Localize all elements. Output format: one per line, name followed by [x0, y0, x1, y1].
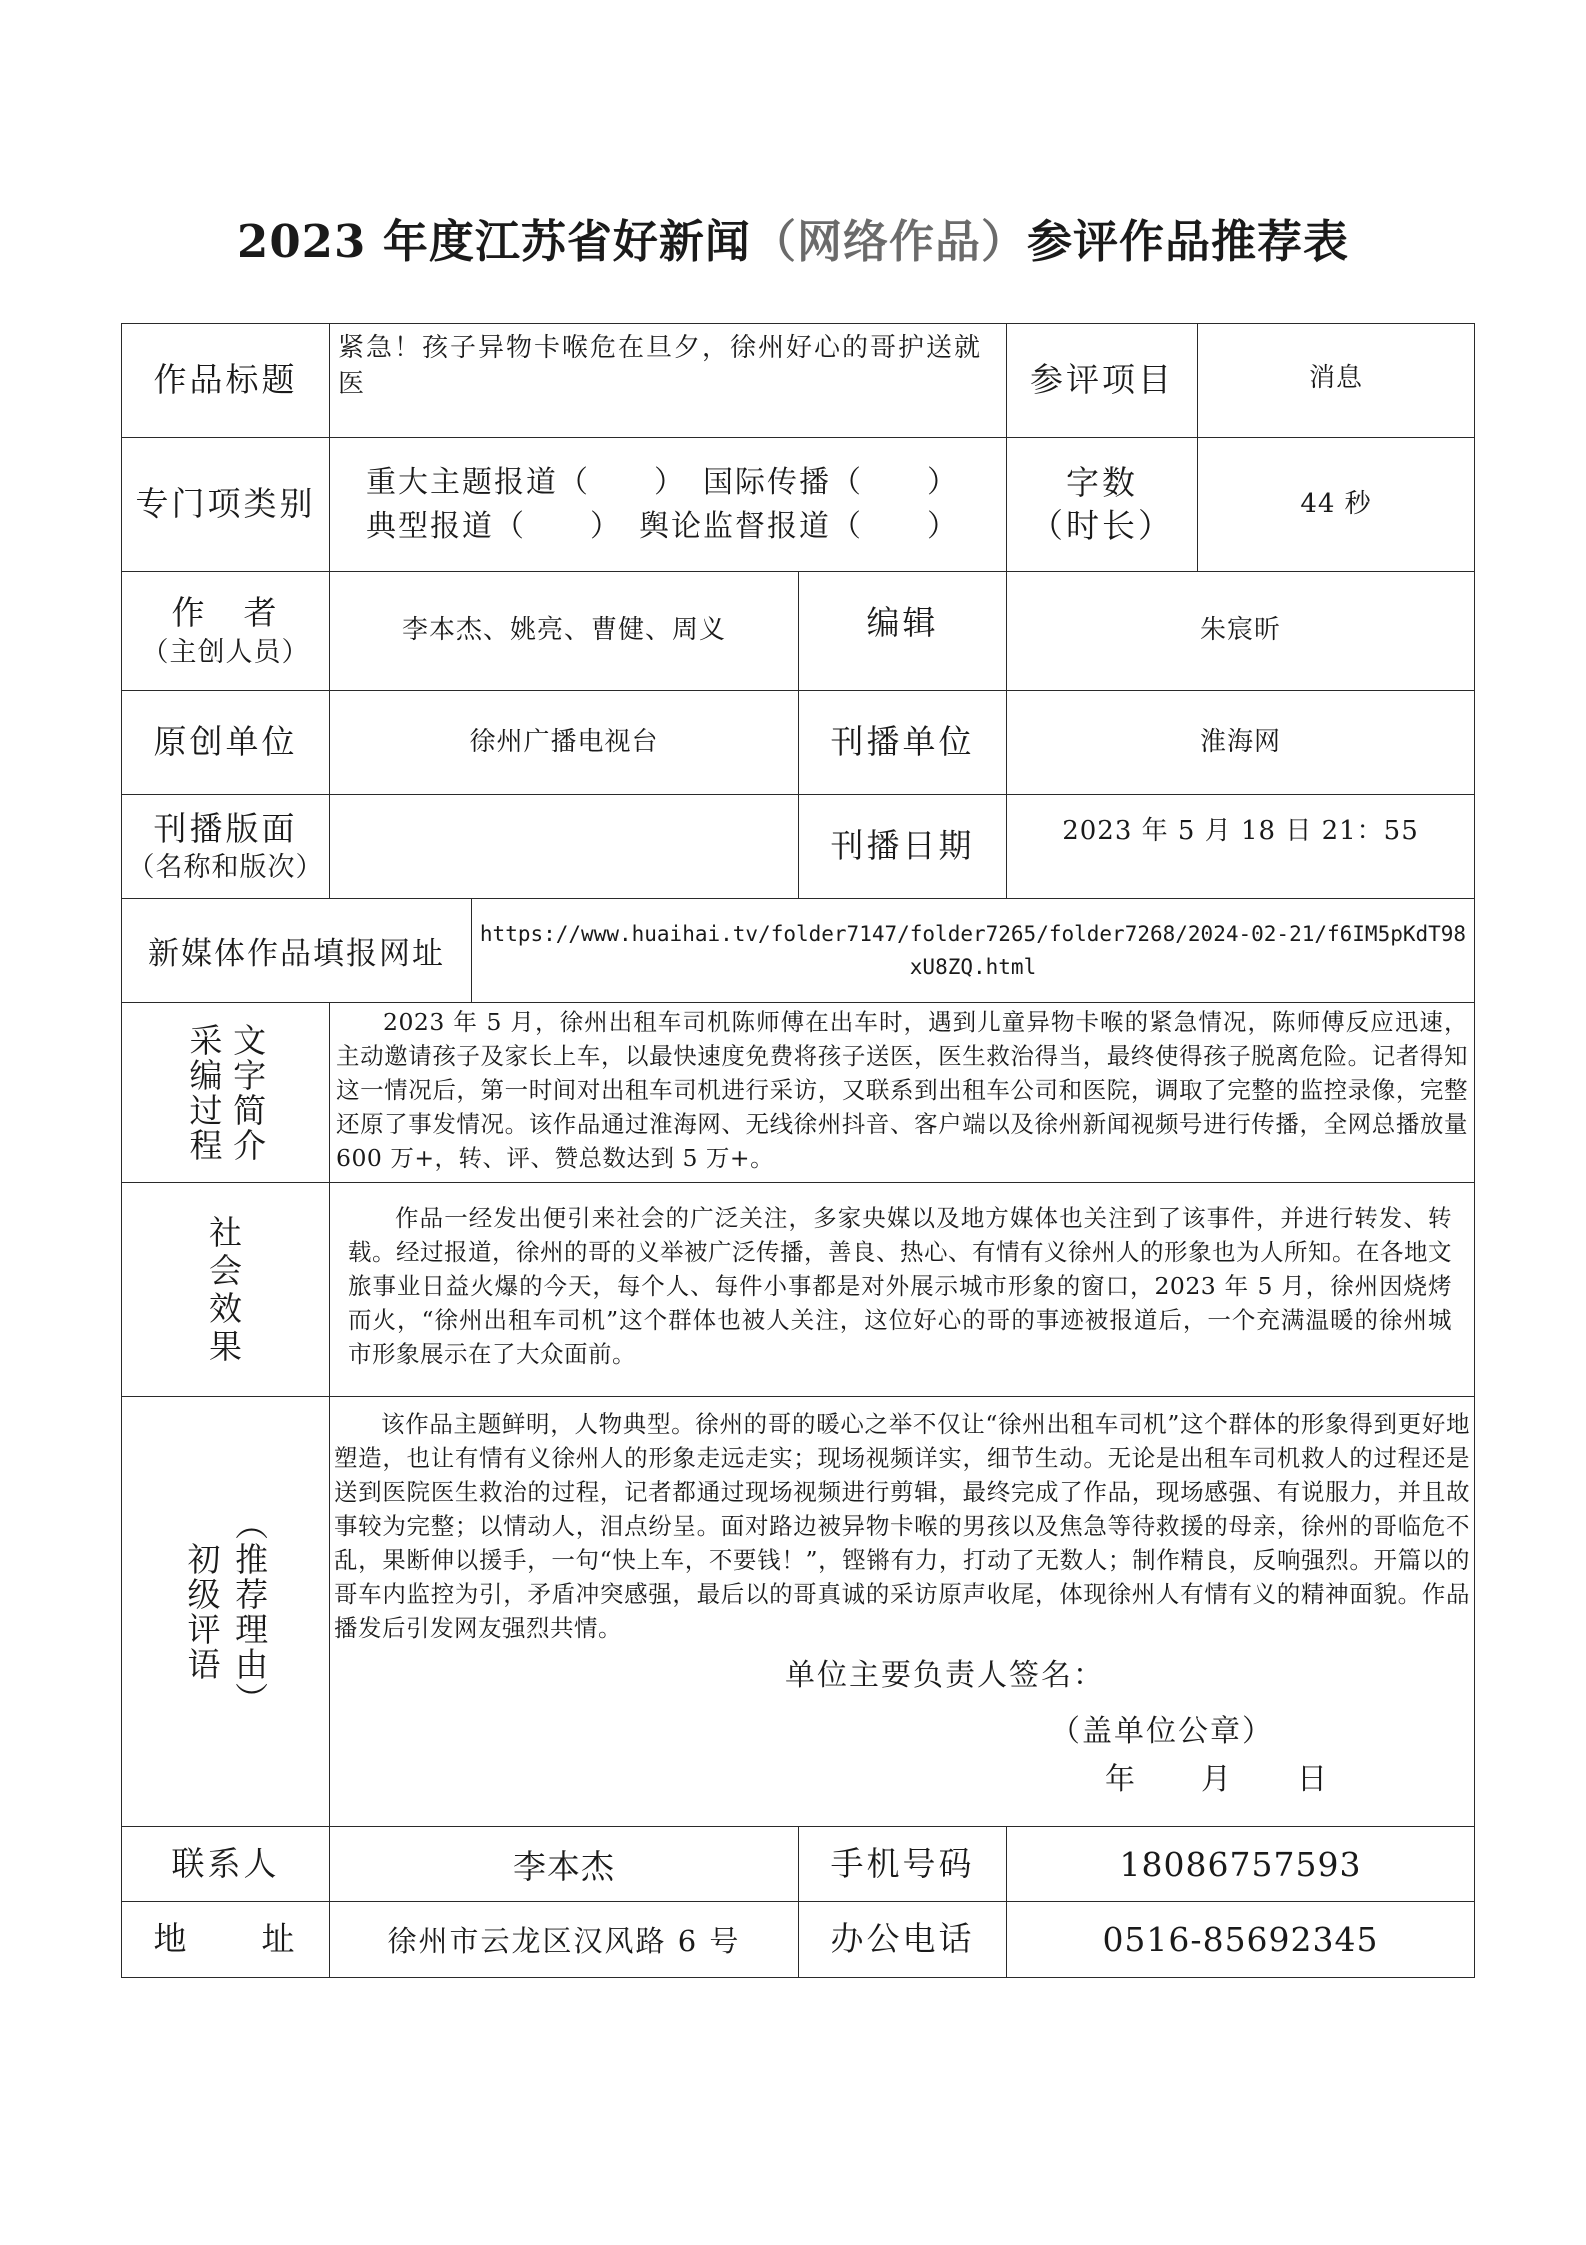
- sign-date: 年 月 日: [1105, 1762, 1329, 1797]
- length-value: 44 秒: [1197, 437, 1475, 572]
- review-label-col-1: 初级评语: [182, 1541, 222, 1682]
- url-value[interactable]: https://www.huaihai.tv/folder7147/folder7265/folder7268/2024-02-21/f6IM5pKdT98xU8ZQ.html: [471, 898, 1475, 1003]
- summary-paragraph: 2023 年 5 月，徐州出租车司机陈师傅在出车时，遇到儿童异物卡喉的紧急情况，陈师傅反应迅速，主动邀请孩子及家长上车，以最快速度免费将孩子送医，医生救治得当，最终使得孩子脱离危险。记者得知这一情况后，第一时间对出租车司机进行采访，又联系到出租车公司和医院，调取了完整的监控录像，完整还原了事发情况。该作品通过淮海网、无线徐州抖音、客户端以及徐州新闻视频号进行传播，全网总播放量 600 万+，转、评、赞总数达到 5 万+。: [336, 1008, 1468, 1172]
- author-value: 李本杰、姚亮、曹健、周义: [329, 571, 799, 691]
- review-label-col-2: （推荐理由）: [230, 1506, 270, 1717]
- special-option-line-2: 典型报道（ ） 舆论监督报道（ ）: [366, 508, 959, 544]
- title-suffix: 参评作品推荐表: [1026, 215, 1349, 268]
- url-label: 新媒体作品填报网址: [121, 898, 472, 1003]
- summary-text: [329, 1002, 1475, 1183]
- address-label: 地 址: [121, 1901, 330, 1978]
- publish-unit-value: 淮海网: [1006, 690, 1475, 795]
- effect-paragraph: 作品一经发出便引来社会的广泛关注，多家央媒以及地方媒体也关注到了该事件，并进行转发、转载。经过报道，徐州的哥的义举被广泛传播，善良、热心、有情有义徐州人的形象也为人所知。在各地文旅事业日益火爆的今天，每个人、每件小事都是对外展示城市形象的窗口，2023 年 5 月，徐州因烧烤而火，“徐州出租车司机”这个群体也被人关注，这位好心的哥的事迹被报道后，一个充满温暖的徐州城市形象展示在了大众面前。: [348, 1204, 1452, 1368]
- review-label: [121, 1396, 330, 1827]
- author-label-line-1: 作 者: [171, 593, 280, 632]
- summary-label-col-2: 文字简介: [228, 1022, 268, 1163]
- work-title-label: 作品标题: [121, 323, 330, 438]
- publish-date-value: 2023 年 5 月 18 日 21：55: [1006, 794, 1475, 899]
- effect-label: [121, 1182, 330, 1397]
- author-label-line-2: （主创人员）: [141, 636, 310, 668]
- special-category-options: [329, 437, 1007, 572]
- phone-value: 18086757593: [1006, 1826, 1475, 1902]
- contact-value: 李本杰: [329, 1826, 799, 1902]
- title-prefix: 2023 年度江苏省好新闻: [237, 215, 751, 268]
- summary-label: [121, 1002, 330, 1183]
- signature-label: 单位主要负责人签名：: [785, 1658, 1105, 1693]
- editor-value: 朱宸昕: [1006, 571, 1475, 691]
- length-label-line-1: 字数: [1066, 462, 1138, 502]
- category-value: 消息: [1197, 323, 1475, 438]
- special-option-line-1: 重大主题报道（ ） 国际传播（ ）: [366, 464, 959, 500]
- title-paren: （网络作品）: [750, 215, 1027, 268]
- publish-date-label: 刊播日期: [798, 794, 1007, 899]
- page-title: [0, 205, 1586, 270]
- office-phone-value: 0516-85692345: [1006, 1901, 1475, 1978]
- origin-unit-value: 徐州广播电视台: [329, 690, 799, 795]
- page-label: [121, 794, 330, 899]
- length-label-line-2: （时长）: [1030, 505, 1174, 545]
- page-value: [329, 794, 799, 899]
- publish-unit-label: 刊播单位: [798, 690, 1007, 795]
- phone-label: 手机号码: [798, 1826, 1007, 1902]
- office-phone-label: 办公电话: [798, 1901, 1007, 1978]
- review-paragraph: 该作品主题鲜明，人物典型。徐州的哥的暖心之举不仅让“徐州出租车司机”这个群体的形象得到更好地塑造，也让有情有义徐州人的形象走远走实；现场视频详实，细节生动。无论是出租车司机救人的过程还是送到医院医生救治的过程，记者都通过现场视频进行剪辑，最终完成了作品，现场感强、有说服力，并且故事较为完整；以情动人，泪点纷呈。面对路边被异物卡喉的男孩以及焦急等待救援的母亲，徐州的哥临危不乱，果断伸以援手，一句“快上车，不要钱！”，铿锵有力，打动了无数人；制作精良，反响强烈。开篇以的哥车内监控为引，矛盾冲突感强，最后以的哥真诚的采访原声收尾，体现徐州人有情有义的精神面貌。作品播发后引发网友强烈共情。: [334, 1410, 1470, 1642]
- summary-label-col-1: 采编过程: [184, 1022, 224, 1163]
- origin-unit-label: 原创单位: [121, 690, 330, 795]
- page-label-line-2: （名称和版次）: [127, 852, 324, 884]
- contact-label: 联系人: [121, 1826, 330, 1902]
- length-label: [1006, 437, 1198, 572]
- seal-label: （盖单位公章）: [1050, 1714, 1274, 1749]
- special-category-label: 专门项类别: [121, 437, 330, 572]
- address-value: 徐州市云龙区汉风路 6 号: [329, 1901, 799, 1978]
- recommendation-form: [121, 323, 1475, 1978]
- effect-label-text: 社会效果: [209, 1212, 242, 1366]
- effect-text: [329, 1182, 1475, 1397]
- author-label: [121, 571, 330, 691]
- editor-label: 编辑: [798, 571, 1007, 691]
- page-label-line-1: 刊播版面: [153, 808, 298, 848]
- category-label: 参评项目: [1006, 323, 1198, 438]
- review-text: [329, 1396, 1475, 1827]
- work-title-value: 紧急！孩子异物卡喉危在旦夕，徐州好心的哥护送就医: [329, 323, 1007, 438]
